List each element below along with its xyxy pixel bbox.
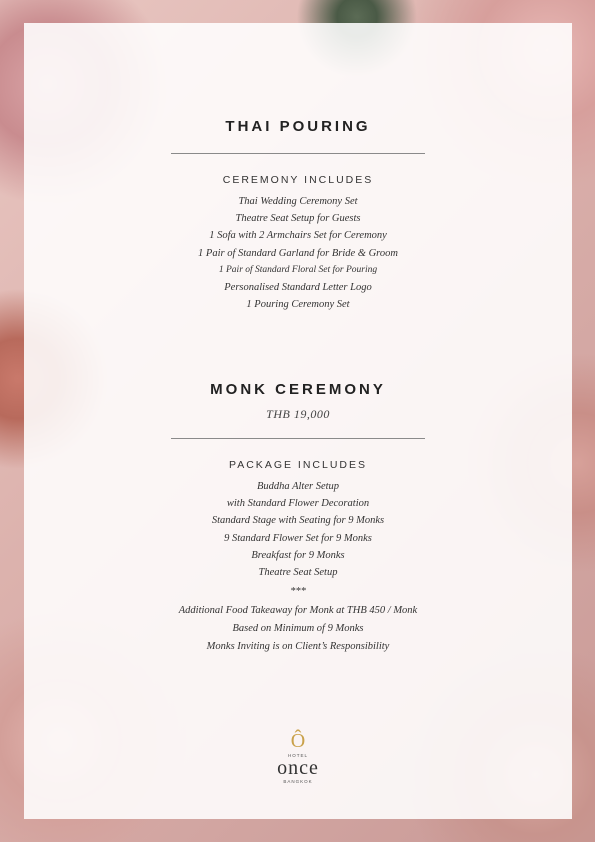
divider-2 <box>171 438 425 439</box>
list-item: 1 Pair of Standard Garland for Bride & Groom <box>198 247 398 259</box>
separator: *** <box>290 586 306 598</box>
list-item: 1 Pair of Standard Floral Set for Pouring <box>218 264 378 275</box>
logo-city-text: BANGKOK <box>283 779 313 784</box>
list-item: Standard Stage with Seating for 9 Monks <box>211 515 385 527</box>
ceremony-includes-heading: CEREMONY INCLUDES <box>222 174 374 186</box>
list-item: with Standard Flower Decoration <box>226 498 370 510</box>
list-item: Personalised Standard Letter Logo <box>224 282 372 294</box>
list-item: Breakfast for 9 Monks <box>251 549 345 561</box>
logo-mark-icon: Ô <box>290 730 306 752</box>
list-item: 1 Pouring Ceremony Set <box>246 299 350 311</box>
list-item: 9 Standard Flower Set for 9 Monks <box>224 532 372 544</box>
package-items-list <box>24 478 572 600</box>
thai-pouring-title: THAI POURING <box>225 118 371 135</box>
logo-hotel-text: HOTEL <box>287 753 308 758</box>
logo-name: once <box>277 757 319 779</box>
list-item: Theatre Seat Setup for Guests <box>235 213 361 225</box>
monk-ceremony-price: THB 19,000 <box>266 407 330 421</box>
list-item: Buddha Alter Setup <box>256 481 340 492</box>
list-item: 1 Sofa with 2 Armchairs Set for Ceremony <box>209 230 387 242</box>
divider-1 <box>171 153 425 154</box>
list-item: Theatre Seat Setup <box>258 567 338 579</box>
list-item: Thai Wedding Ceremony Set <box>238 196 358 207</box>
note-item: Based on Minimum of 9 Monks <box>232 623 364 634</box>
note-item: Monks Inviting is on Client’s Responsibility <box>206 641 390 652</box>
hotel-logo <box>24 731 572 784</box>
package-notes <box>24 602 572 656</box>
monk-ceremony-title: MONK CEREMONY <box>210 381 386 398</box>
menu-sheet <box>24 23 572 819</box>
ceremony-items-list <box>24 193 572 313</box>
package-includes-heading: PACKAGE INCLUDES <box>229 459 367 471</box>
note-item: Additional Food Takeaway for Monk at THB 450 / Monk <box>178 605 418 616</box>
